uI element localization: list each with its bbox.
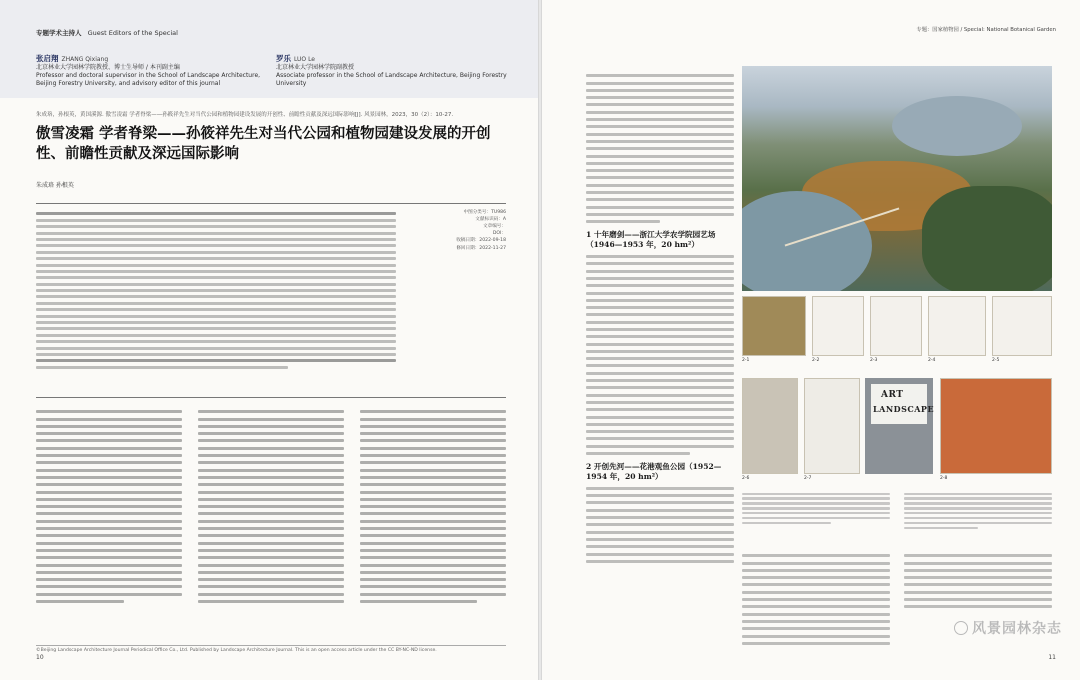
meta-line: 收稿日期：2022-09-18: [456, 238, 506, 244]
guest-editor-block: [0, 0, 538, 98]
citation: 朱成珞，孙根英，黄国溪源. 傲雪凌霜 学者脊梁——孙筱祥先生对当代公园和植物园建设发展的开创性、前瞻性贡献及深远国际影响[J]. 风景园林，2023，30（2）：10-27.: [36, 112, 454, 118]
figure-label: 2-8: [940, 476, 948, 481]
editor-2-title-en-1: Associate professor in the School of Landscape Architecture, Beijing Forestry: [276, 72, 507, 80]
article-authors: 朱成珞 孙根英: [36, 182, 74, 189]
cover-title-landscape: LANDSCAPE: [873, 404, 935, 414]
body-column-3: [360, 406, 506, 636]
meta-line: 中图分类号：TU986: [463, 210, 506, 215]
page-number-left: 10: [36, 654, 44, 661]
figure-row-2: [742, 378, 1052, 481]
body-columns: [36, 406, 506, 636]
section-heading-2: 2 开创先河——花港观鱼公园（1952—1954 年，20 hm²）: [586, 462, 722, 482]
watermark-text: 风景园林杂志: [972, 621, 1062, 637]
page-number-right: 11: [1048, 654, 1056, 661]
art-landscape-book-cover: [865, 378, 933, 474]
editor-1: [36, 54, 266, 88]
figure-2-6: [742, 378, 798, 474]
figure-2-2: [812, 296, 864, 356]
meta-line: 修回日期：2022-11-27: [456, 245, 506, 251]
right-body-column-1: [586, 70, 734, 567]
figure-captions: [742, 490, 1052, 542]
figure-2-3: [870, 296, 922, 356]
meta-line: DOI：: [492, 231, 506, 237]
meta-line: 文章编号：: [483, 224, 506, 230]
caption-left: [742, 490, 890, 527]
figure-label: 2-2: [812, 358, 820, 363]
aerial-park-photo: [742, 66, 1052, 291]
figure-label: 2-4: [928, 358, 936, 363]
section-label-en: Guest Editors of the Special: [87, 29, 178, 37]
editor-1-title: 北京林业大学园林学院教授、博士生导师 / 本刊副主编: [36, 64, 180, 72]
figure-label: 2-6: [742, 476, 750, 481]
figure-2-8: [940, 378, 1052, 474]
editor-1-name-en: ZHANG Qixiang: [61, 56, 109, 63]
abstract-text: [36, 209, 396, 372]
copyright-footnote: ©Beijing Landscape Architecture Journal Periodical Office Co., Ltd. Published by Landscape Architecture Journal. This is an open access article under the CC BY-NC-ND license.: [36, 645, 506, 653]
article-meta: [410, 209, 506, 252]
editor-2: [276, 54, 516, 88]
editor-2-name-en: LUO Le: [294, 56, 315, 63]
body-column-1: [36, 406, 182, 636]
editor-2-title: 北京林业大学园林学院副教授: [276, 64, 355, 72]
section-heading-1: 1 十年磨剑——浙江大学农学院园艺场（1946—1953 年，20 hm²）: [586, 230, 716, 250]
editor-1-name-cn: 张启翔: [36, 54, 59, 63]
watermark: [954, 618, 1062, 638]
editor-2-name-cn: 罗乐: [276, 54, 291, 63]
body-column-2: [198, 406, 344, 636]
right-body-column-3: [904, 550, 1052, 613]
figure-2-5: [992, 296, 1052, 356]
running-header: 专题：国家植物园 / Special: National Botanical Garden: [916, 27, 1056, 33]
figure-2-1: [742, 296, 806, 356]
meta-line: 文献标识码：A: [475, 217, 506, 223]
wechat-icon: [954, 621, 968, 635]
editor-1-title-en-1: Professor and doctoral supervisor in the School of Landscape Architecture,: [36, 72, 261, 80]
figure-row-1: [742, 296, 1052, 366]
left-page: [0, 0, 538, 680]
editor-1-title-en-2: Beijing Forestry University, and advisory editor of this journal: [36, 80, 221, 88]
section-label: [36, 28, 178, 37]
figure-2-4: [928, 296, 986, 356]
abstract-box: [36, 203, 506, 398]
figure-label: 2-3: [870, 358, 878, 363]
right-body-column-2: [742, 550, 890, 649]
figure-2-7: [804, 378, 860, 474]
section-label-cn: 专题学术主持人: [36, 29, 82, 37]
caption-right: [904, 490, 1052, 532]
figure-label: 2-1: [742, 358, 750, 363]
right-page: [542, 0, 1080, 680]
cover-title-art: ART: [881, 390, 904, 400]
article-title: 傲雪凌霜 学者脊梁——孙筱祥先生对当代公园和植物园建设发展的开创性、前瞻性贡献及深远国际影响: [36, 125, 491, 162]
figure-label: 2-5: [992, 358, 1000, 363]
editor-2-title-en-2: University: [276, 80, 307, 88]
figure-label: 2-7: [804, 476, 812, 481]
